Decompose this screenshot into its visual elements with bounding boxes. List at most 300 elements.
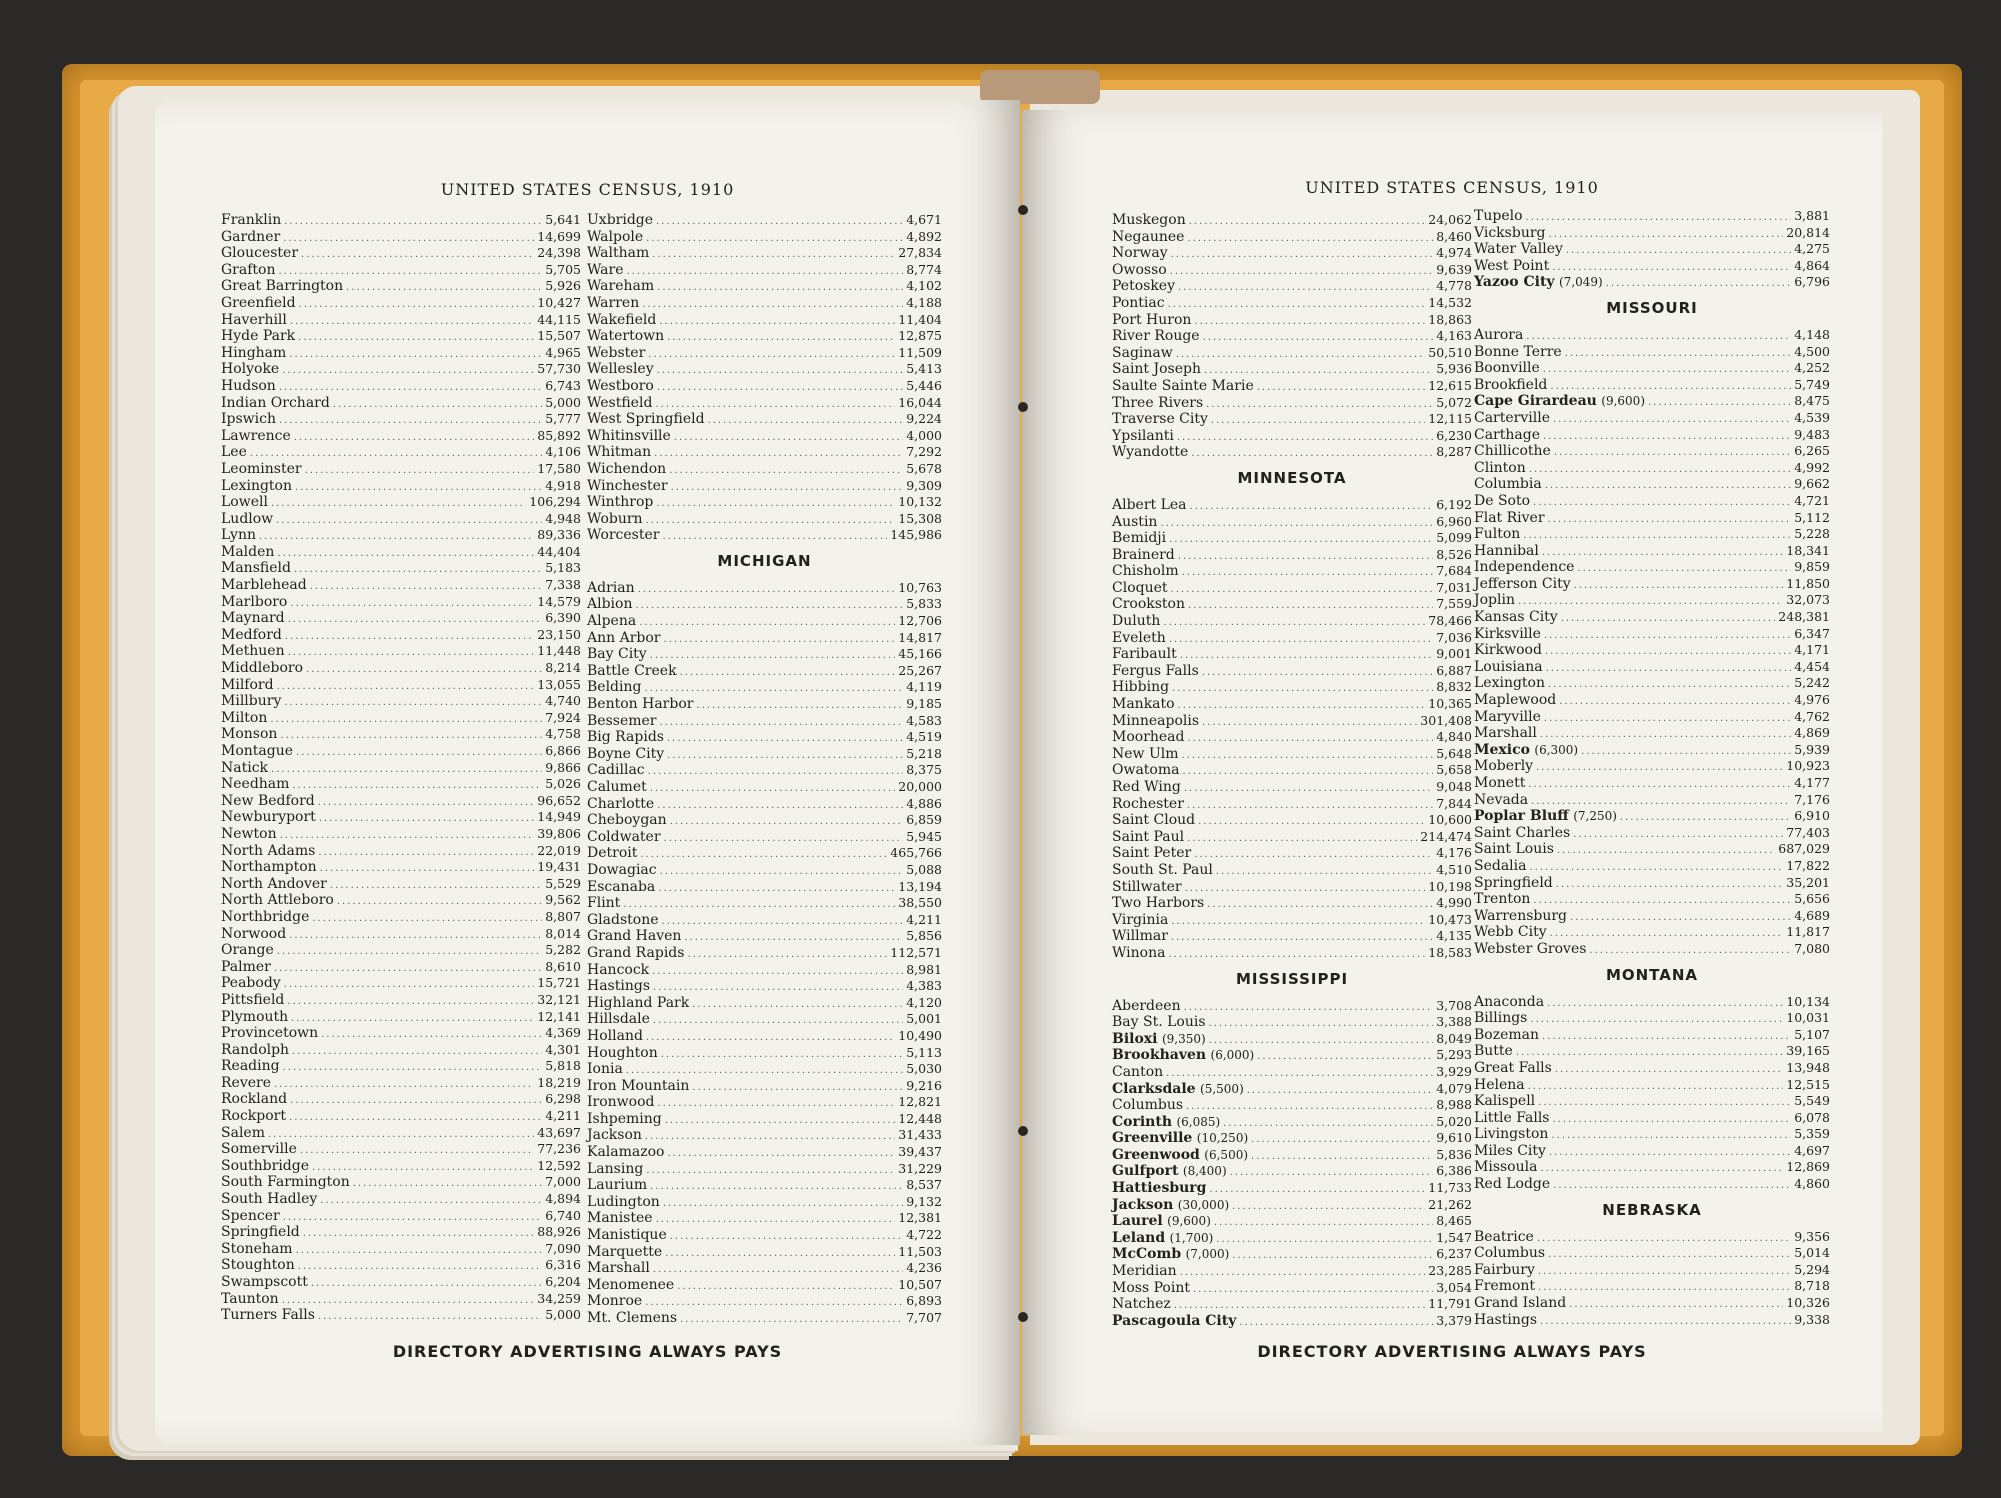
population-value: 6,347: [1794, 625, 1830, 641]
city-name-cell: [1474, 1027, 1539, 1044]
population-value: 7,080: [1794, 940, 1830, 956]
city-name: Albert Lea: [1112, 496, 1187, 513]
dot-leader: [305, 463, 535, 480]
city-name-cell: [1474, 344, 1562, 361]
population-value: 8,014: [545, 925, 581, 941]
population-value: 9,562: [545, 892, 581, 908]
census-entry-row: [1112, 328, 1472, 345]
census-entry-row: [1112, 928, 1472, 945]
dot-leader: [294, 430, 535, 447]
population-value: 57,730: [537, 361, 581, 377]
population-value: 21,262: [1428, 1196, 1472, 1212]
dot-leader: [318, 795, 534, 812]
city-name: Revere: [221, 1074, 271, 1091]
city-name: Sedalia: [1474, 857, 1527, 874]
census-entry-row: [1112, 1246, 1472, 1263]
census-entry-row: [587, 1260, 942, 1277]
population-value: 14,817: [898, 629, 942, 645]
dot-leader: [680, 1312, 903, 1329]
city-name-cell: [1112, 945, 1165, 962]
census-entry-row: [221, 594, 581, 611]
city-name-cell: [1112, 998, 1181, 1015]
census-entry-row: [221, 312, 581, 329]
census-entry-row: [587, 278, 942, 295]
population-value: 5,939: [1794, 741, 1830, 757]
population-value: 9,001: [1436, 646, 1472, 662]
dot-leader: [1528, 1079, 1784, 1096]
city-name-cell: [1474, 393, 1645, 410]
population-value: 9,483: [1794, 426, 1830, 442]
population-value: 16,044: [898, 394, 942, 410]
city-name: Yazoo City: [1474, 274, 1555, 291]
dot-leader: [1216, 864, 1433, 881]
dot-leader: [1549, 1145, 1791, 1162]
city-name-cell: [587, 630, 660, 647]
census-entry-row: [587, 1227, 942, 1244]
census-entry-row: [1112, 1064, 1472, 1081]
census-entry-row: [1112, 596, 1472, 613]
city-name-cell: [221, 594, 287, 611]
dot-leader: [1556, 877, 1783, 894]
city-name: Eveleth: [1112, 629, 1166, 646]
dot-leader: [650, 781, 896, 798]
population-value: 6,265: [1794, 443, 1830, 459]
population-value: 6,192: [1436, 496, 1472, 512]
dot-leader: [1526, 329, 1791, 346]
city-name-cell: [587, 1161, 643, 1178]
dot-leader: [1606, 276, 1791, 293]
dot-leader: [664, 831, 904, 848]
census-entry-row: [587, 928, 942, 945]
census-entry-row: [1112, 1163, 1472, 1180]
city-name-cell: [1474, 258, 1549, 275]
city-name: Cadillac: [587, 762, 645, 779]
population-value: 4,211: [906, 911, 942, 927]
census-entry-row: [587, 1094, 942, 1111]
dot-leader: [658, 881, 895, 898]
population-value: 4,840: [1436, 729, 1472, 745]
census-entry-row: [1474, 1126, 1830, 1143]
dot-leader: [1214, 1215, 1433, 1232]
city-name-cell: [587, 995, 689, 1012]
population-value: 23,285: [1428, 1263, 1472, 1279]
city-name-cell: [221, 428, 291, 445]
census-entry-row: [1112, 444, 1472, 461]
city-name: Louisiana: [1474, 658, 1543, 675]
city-name: Albion: [587, 596, 633, 613]
dot-leader: [657, 798, 903, 815]
population-value: 15,721: [537, 975, 581, 991]
population-value: 1,547: [1436, 1229, 1472, 1245]
city-name: Meridian: [1112, 1263, 1177, 1280]
population-value: 18,863: [1428, 311, 1472, 327]
city-name-cell: [1112, 696, 1175, 713]
population-value: 9,216: [906, 1077, 942, 1093]
city-name-cell: [221, 1042, 289, 1059]
dot-leader: [642, 297, 903, 314]
census-entry-row: [1474, 626, 1830, 643]
city-name-cell: [1112, 1130, 1248, 1147]
population-value: 34,259: [537, 1290, 581, 1306]
city-name: Peabody: [221, 975, 281, 992]
dot-leader: [1554, 445, 1791, 462]
dot-leader: [1202, 665, 1433, 682]
city-name: Nevada: [1474, 791, 1529, 808]
population-value: 4,188: [906, 294, 942, 310]
dot-leader: [321, 1027, 542, 1044]
census-entry-row: [587, 229, 942, 246]
population-value: 31,229: [898, 1160, 942, 1176]
city-name: Marshall: [587, 1260, 650, 1277]
population-value: 6,204: [545, 1274, 581, 1289]
city-name-cell: [587, 478, 668, 495]
city-name: Owatoma: [1112, 762, 1180, 779]
city-name-cell: [1112, 862, 1213, 879]
city-name-cell: [1112, 1097, 1183, 1114]
population-value: 5,183: [545, 560, 581, 576]
city-name-cell: [587, 1210, 653, 1227]
city-name-cell: [1112, 713, 1199, 730]
census-entry-row: [1112, 1130, 1472, 1147]
census-entry-row: [221, 262, 581, 279]
city-name-cell: [587, 679, 641, 696]
population-value: 8,537: [906, 1177, 942, 1193]
dot-leader: [638, 582, 896, 599]
census-entry-row: [587, 262, 942, 279]
city-name: Kalispell: [1474, 1093, 1536, 1110]
population-value: 15,308: [898, 510, 942, 526]
dot-leader: [282, 1293, 535, 1310]
population-value: 5,107: [1794, 1026, 1830, 1042]
census-entry-row: [221, 229, 581, 246]
dot-leader: [1557, 843, 1775, 860]
city-name: Rockport: [221, 1108, 287, 1125]
census-entry-row: [1112, 895, 1472, 912]
city-name-cell: [587, 1111, 662, 1128]
population-value: 4,758: [545, 726, 581, 742]
city-name: Uxbridge: [587, 212, 654, 228]
population-value: 9,224: [906, 411, 942, 427]
population-value: 4,539: [1794, 409, 1830, 425]
city-name-cell: [1474, 208, 1523, 225]
census-entry-row: [587, 945, 942, 962]
population-value: 15,507: [537, 328, 581, 344]
dot-leader: [1548, 677, 1791, 694]
city-name-cell: [221, 1158, 309, 1175]
city-name: Monson: [221, 726, 278, 743]
population-value: 7,338: [545, 577, 581, 593]
population-value: 4,740: [545, 693, 581, 709]
city-name: Petoskey: [1112, 278, 1175, 295]
city-name: Canton: [1112, 1063, 1164, 1080]
city-name: Wellesley: [587, 361, 654, 378]
population-value: 4,135: [1436, 928, 1472, 944]
city-name: Maynard: [221, 610, 285, 627]
census-entry-row: [1112, 514, 1472, 531]
city-name-cell: [587, 295, 639, 312]
city-name-cell: [221, 926, 286, 943]
dot-leader: [639, 615, 895, 632]
dot-leader: [635, 598, 903, 615]
population-value: 11,817: [1786, 924, 1830, 940]
dot-leader: [284, 214, 542, 231]
city-name-cell: [221, 1291, 279, 1308]
population-value: 4,948: [545, 510, 581, 526]
dot-leader: [353, 1176, 542, 1193]
dot-leader: [1189, 214, 1426, 231]
population-value: 4,119: [906, 679, 942, 695]
dot-leader: [1194, 847, 1433, 864]
city-name-cell: [221, 295, 296, 312]
population-value: 4,106: [545, 444, 581, 460]
city-name: Grafton: [221, 261, 276, 278]
city-name-cell: [221, 262, 275, 279]
dot-leader: [653, 980, 903, 997]
dot-leader: [1526, 210, 1792, 227]
dot-leader: [677, 1279, 895, 1296]
population-value: 4,697: [1794, 1142, 1830, 1158]
city-name: Warrensburg: [1474, 907, 1568, 924]
dot-leader: [667, 748, 903, 765]
dot-leader: [1211, 413, 1425, 430]
population-value: 5,446: [906, 377, 942, 393]
dot-leader: [285, 629, 534, 646]
population-value: 4,990: [1436, 895, 1472, 911]
city-name: River Rouge: [1112, 328, 1200, 345]
city-name-cell: [221, 826, 277, 843]
city-name: Mankato: [1112, 696, 1175, 713]
census-entry-row: [1112, 563, 1472, 580]
city-name: Fremont: [1474, 1278, 1536, 1295]
city-name: Moorhead: [1112, 729, 1185, 746]
census-entry-row: [1474, 1060, 1830, 1077]
census-entry-row: [1112, 613, 1472, 630]
population-value: 5,000: [545, 394, 581, 410]
city-name-cell: [587, 978, 650, 995]
census-entry-row: [587, 295, 942, 312]
city-name: Independence: [1474, 559, 1575, 576]
census-entry-row: [587, 1144, 942, 1161]
city-name-cell: [221, 643, 285, 660]
city-name: Cloquet: [1112, 579, 1168, 596]
city-name-cell: [1112, 812, 1195, 829]
census-entry-row: [587, 630, 942, 647]
city-name-cell: [587, 1061, 623, 1078]
dot-leader: [290, 1093, 542, 1110]
population-value: 5,777: [545, 411, 581, 427]
census-entry-row: [1474, 1043, 1830, 1060]
city-name-cell: [587, 328, 664, 345]
dot-leader: [289, 347, 542, 364]
state-heading: MISSISSIPPI: [1235, 969, 1349, 988]
population-value: 8,375: [906, 762, 942, 778]
city-name: Grand Rapids: [587, 944, 685, 961]
census-entry-row: [221, 461, 581, 478]
city-name-cell: [1474, 1143, 1546, 1160]
city-name-cell: [1474, 443, 1551, 460]
census-entry-row: [587, 1210, 942, 1227]
city-name-cell: [221, 627, 282, 644]
census-entry-row: [221, 494, 581, 511]
city-name: South Farmington: [221, 1174, 350, 1191]
population-value: 7,684: [1436, 563, 1472, 579]
dot-leader: [1251, 1149, 1433, 1166]
city-name: Palmer: [221, 958, 271, 975]
population-value: 10,600: [1428, 812, 1472, 828]
city-name: Trenton: [1474, 891, 1531, 908]
census-entry-row: [587, 1161, 942, 1178]
city-name-cell: [1474, 841, 1554, 858]
census-entry-row: [1112, 729, 1472, 746]
city-name-cell: [1474, 808, 1617, 825]
dot-leader: [1178, 549, 1433, 566]
city-name-cell: [587, 361, 654, 378]
dot-leader: [1538, 1264, 1791, 1281]
population-value: 5,856: [906, 928, 942, 944]
city-name-cell: [587, 729, 664, 746]
population-value: 39,806: [537, 825, 581, 841]
population-value: 5,359: [1794, 1126, 1830, 1142]
city-name: Poplar Bluff: [1474, 808, 1569, 825]
city-name: Hingham: [221, 344, 287, 361]
dot-leader: [671, 480, 904, 497]
dot-leader: [648, 347, 895, 364]
city-name: Clinton: [1474, 459, 1526, 476]
census-entry-row: [1112, 295, 1472, 312]
dot-leader: [661, 1047, 903, 1064]
population-value: 11,509: [898, 344, 942, 360]
population-value: 5,818: [545, 1058, 581, 1074]
census-entry-row: [1112, 879, 1472, 896]
population-value: 32,121: [537, 991, 581, 1007]
census-entry-row: [587, 713, 942, 730]
census-entry-row: [1474, 891, 1830, 908]
census-entry-row: [221, 428, 581, 445]
city-name-cell: [1112, 547, 1175, 564]
city-name-cell: [1474, 692, 1556, 709]
dot-leader: [646, 513, 896, 530]
census-entry-row: [587, 580, 942, 597]
population-value: 3,388: [1436, 1014, 1472, 1030]
city-name-cell: [587, 444, 651, 461]
dot-leader: [1529, 462, 1791, 479]
city-name: Battle Creek: [587, 662, 677, 679]
population-value: 10,326: [1786, 1295, 1830, 1311]
census-entry-row: [221, 1158, 581, 1175]
city-name: Ludlow: [221, 510, 274, 527]
dot-leader: [1540, 1314, 1791, 1331]
city-name-cell: [1474, 377, 1547, 394]
population-value: 4,176: [1436, 845, 1472, 861]
dot-leader: [665, 1113, 896, 1130]
population-value: 4,892: [906, 228, 942, 244]
city-name: Medford: [221, 626, 282, 643]
city-name: Jefferson City: [1474, 575, 1571, 592]
population-value: 5,099: [1436, 530, 1472, 546]
city-name-cell: [587, 411, 705, 428]
dot-leader: [1565, 346, 1792, 363]
dot-leader: [662, 529, 887, 546]
city-estimate-note: (30,000): [1177, 1197, 1230, 1212]
population-value: 10,427: [537, 294, 581, 310]
population-value: 106,294: [529, 494, 581, 510]
census-entry-row: [1474, 592, 1830, 609]
census-entry-row: [1112, 245, 1472, 262]
city-name-cell: [587, 895, 620, 912]
census-entry-row: [1112, 1280, 1472, 1297]
city-name-cell: [1112, 630, 1166, 647]
dot-leader: [667, 731, 903, 748]
city-name: Springfield: [221, 1224, 300, 1241]
city-name: Virginia: [1112, 911, 1169, 928]
right-page-footer: DIRECTORY ADVERTISING ALWAYS PAYS: [1257, 1342, 1647, 1361]
dot-leader: [301, 247, 534, 264]
city-name: Willmar: [1112, 928, 1168, 945]
dot-leader: [288, 612, 543, 629]
dot-leader: [646, 1030, 895, 1047]
city-name-cell: [1112, 928, 1168, 945]
population-value: 4,369: [545, 1025, 581, 1041]
city-name-cell: [221, 1174, 350, 1191]
city-name: New Ulm: [1112, 745, 1179, 762]
dot-leader: [296, 1243, 543, 1260]
population-value: 687,029: [1778, 841, 1830, 857]
city-name-cell: [587, 829, 661, 846]
population-value: 4,976: [1794, 692, 1830, 708]
city-name-cell: [1474, 576, 1571, 593]
population-value: 10,923: [1786, 758, 1830, 774]
city-name-cell: [1112, 378, 1254, 395]
population-value: 9,866: [545, 759, 581, 775]
census-entry-row: [1474, 808, 1830, 825]
population-value: 5,836: [1436, 1146, 1472, 1162]
population-value: 4,236: [906, 1260, 942, 1276]
population-value: 11,791: [1428, 1296, 1472, 1312]
census-entry-row: [587, 895, 942, 912]
population-value: 7,924: [545, 709, 581, 725]
census-entry-row: [221, 992, 581, 1009]
dot-leader: [1209, 1016, 1434, 1033]
population-value: 6,390: [545, 610, 581, 626]
population-value: 8,214: [545, 660, 581, 676]
population-value: 4,918: [545, 477, 581, 493]
city-name: Joplin: [1474, 592, 1515, 609]
population-value: 12,141: [537, 1008, 581, 1024]
city-name-cell: [1474, 709, 1541, 726]
city-name-cell: [587, 395, 652, 412]
city-name-cell: [587, 1144, 665, 1161]
city-name-cell: [1112, 295, 1165, 312]
city-name-cell: [587, 928, 681, 945]
city-name-cell: [221, 1224, 300, 1241]
census-entry-row: [1474, 725, 1830, 742]
population-value: 9,048: [1436, 779, 1472, 794]
dot-leader: [1528, 777, 1791, 794]
dot-leader: [274, 1077, 534, 1094]
census-entry-row: [587, 461, 942, 478]
city-name: North Adams: [221, 842, 316, 859]
city-name: Hattiesburg: [1112, 1180, 1207, 1197]
dot-leader: [259, 529, 534, 546]
population-value: 38,550: [898, 895, 942, 911]
city-name: Natick: [221, 759, 269, 776]
dot-leader: [310, 579, 542, 596]
dot-leader: [1257, 380, 1426, 397]
population-value: 8,774: [906, 261, 942, 277]
city-name: Detroit: [587, 845, 638, 862]
population-value: 88,926: [537, 1224, 581, 1240]
dot-leader: [652, 964, 903, 981]
